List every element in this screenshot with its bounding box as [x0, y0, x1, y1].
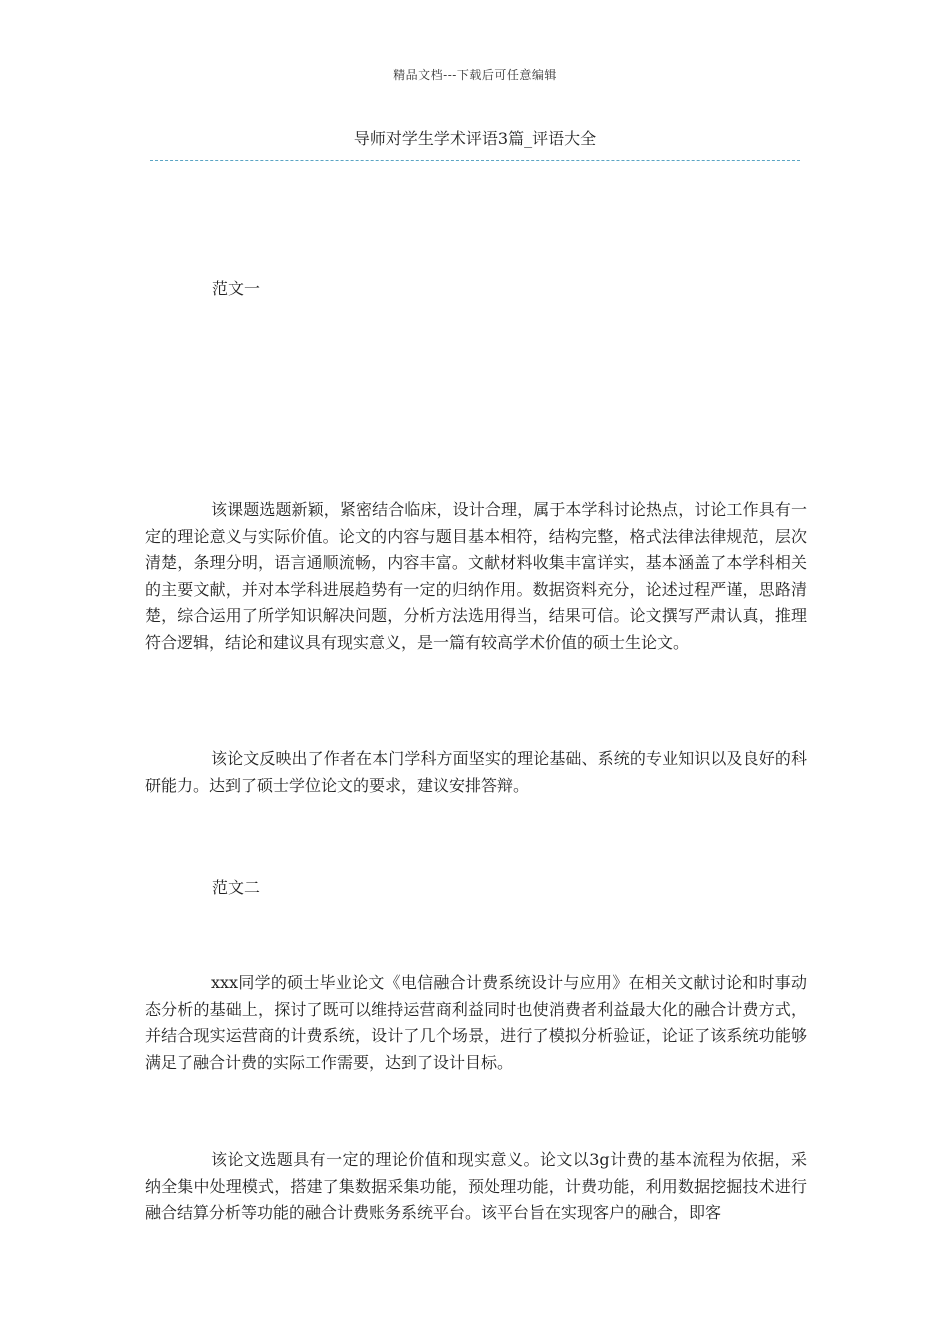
- paragraph: 该课题选题新颖，紧密结合临床，设计合理，属于本学科讨论热点，讨论工作具有一定的理论意义与实际价值。论文的内容与题目基本相符，结构完整，格式法律法律规范，层次清楚，条理分明，语言通顺流畅，内容丰富。文献材料收集丰富详实，基本涵盖了本学科相关的主要文献，并对本学科进展趋势有一定的归纳作用。数据资料充分，论述过程严谨，思路清楚，综合运用了所学知识解决问题，分析方法选用得当，结果可信。论文撰写严肃认真，推理符合逻辑，结论和建议具有现实意义，是一篇有较高学术价值的硕士生论文。: [145, 500, 807, 652]
- title-divider: [150, 160, 800, 161]
- paragraph: 该论文选题具有一定的理论价值和现实意义。论文以3g计费的基本流程为依据，采纳全集中处理模式，搭建了集数据采集功能，预处理功能，计费功能，利用数据挖掘技术进行融合结算分析等功能的融合计费账务系统平台。该平台旨在实现客户的融合，即客: [145, 1150, 807, 1222]
- paragraph: xxx同学的硕士毕业论文《电信融合计费系统设计与应用》在相关文献讨论和时事动态分析的基础上，探讨了既可以维持运营商利益同时也使消费者利益最大化的融合计费方式，并结合现实运营商的计费系统，设计了几个场景，进行了模拟分析验证，论证了该系统功能够满足了融合计费的实际工作需要，达到了设计目标。: [145, 973, 807, 1072]
- section-heading-1: 范文一: [212, 279, 261, 298]
- header-note: 精品文档---下载后可任意编辑: [393, 68, 557, 82]
- section-heading-2: 范文二: [212, 878, 261, 897]
- document-title: 导师对学生学术评语3篇_评语大全: [353, 129, 597, 148]
- paragraph: 该论文反映出了作者在本门学科方面坚实的理论基础、系统的专业知识以及良好的科研能力。达到了硕士学位论文的要求，建议安排答辩。: [145, 749, 807, 795]
